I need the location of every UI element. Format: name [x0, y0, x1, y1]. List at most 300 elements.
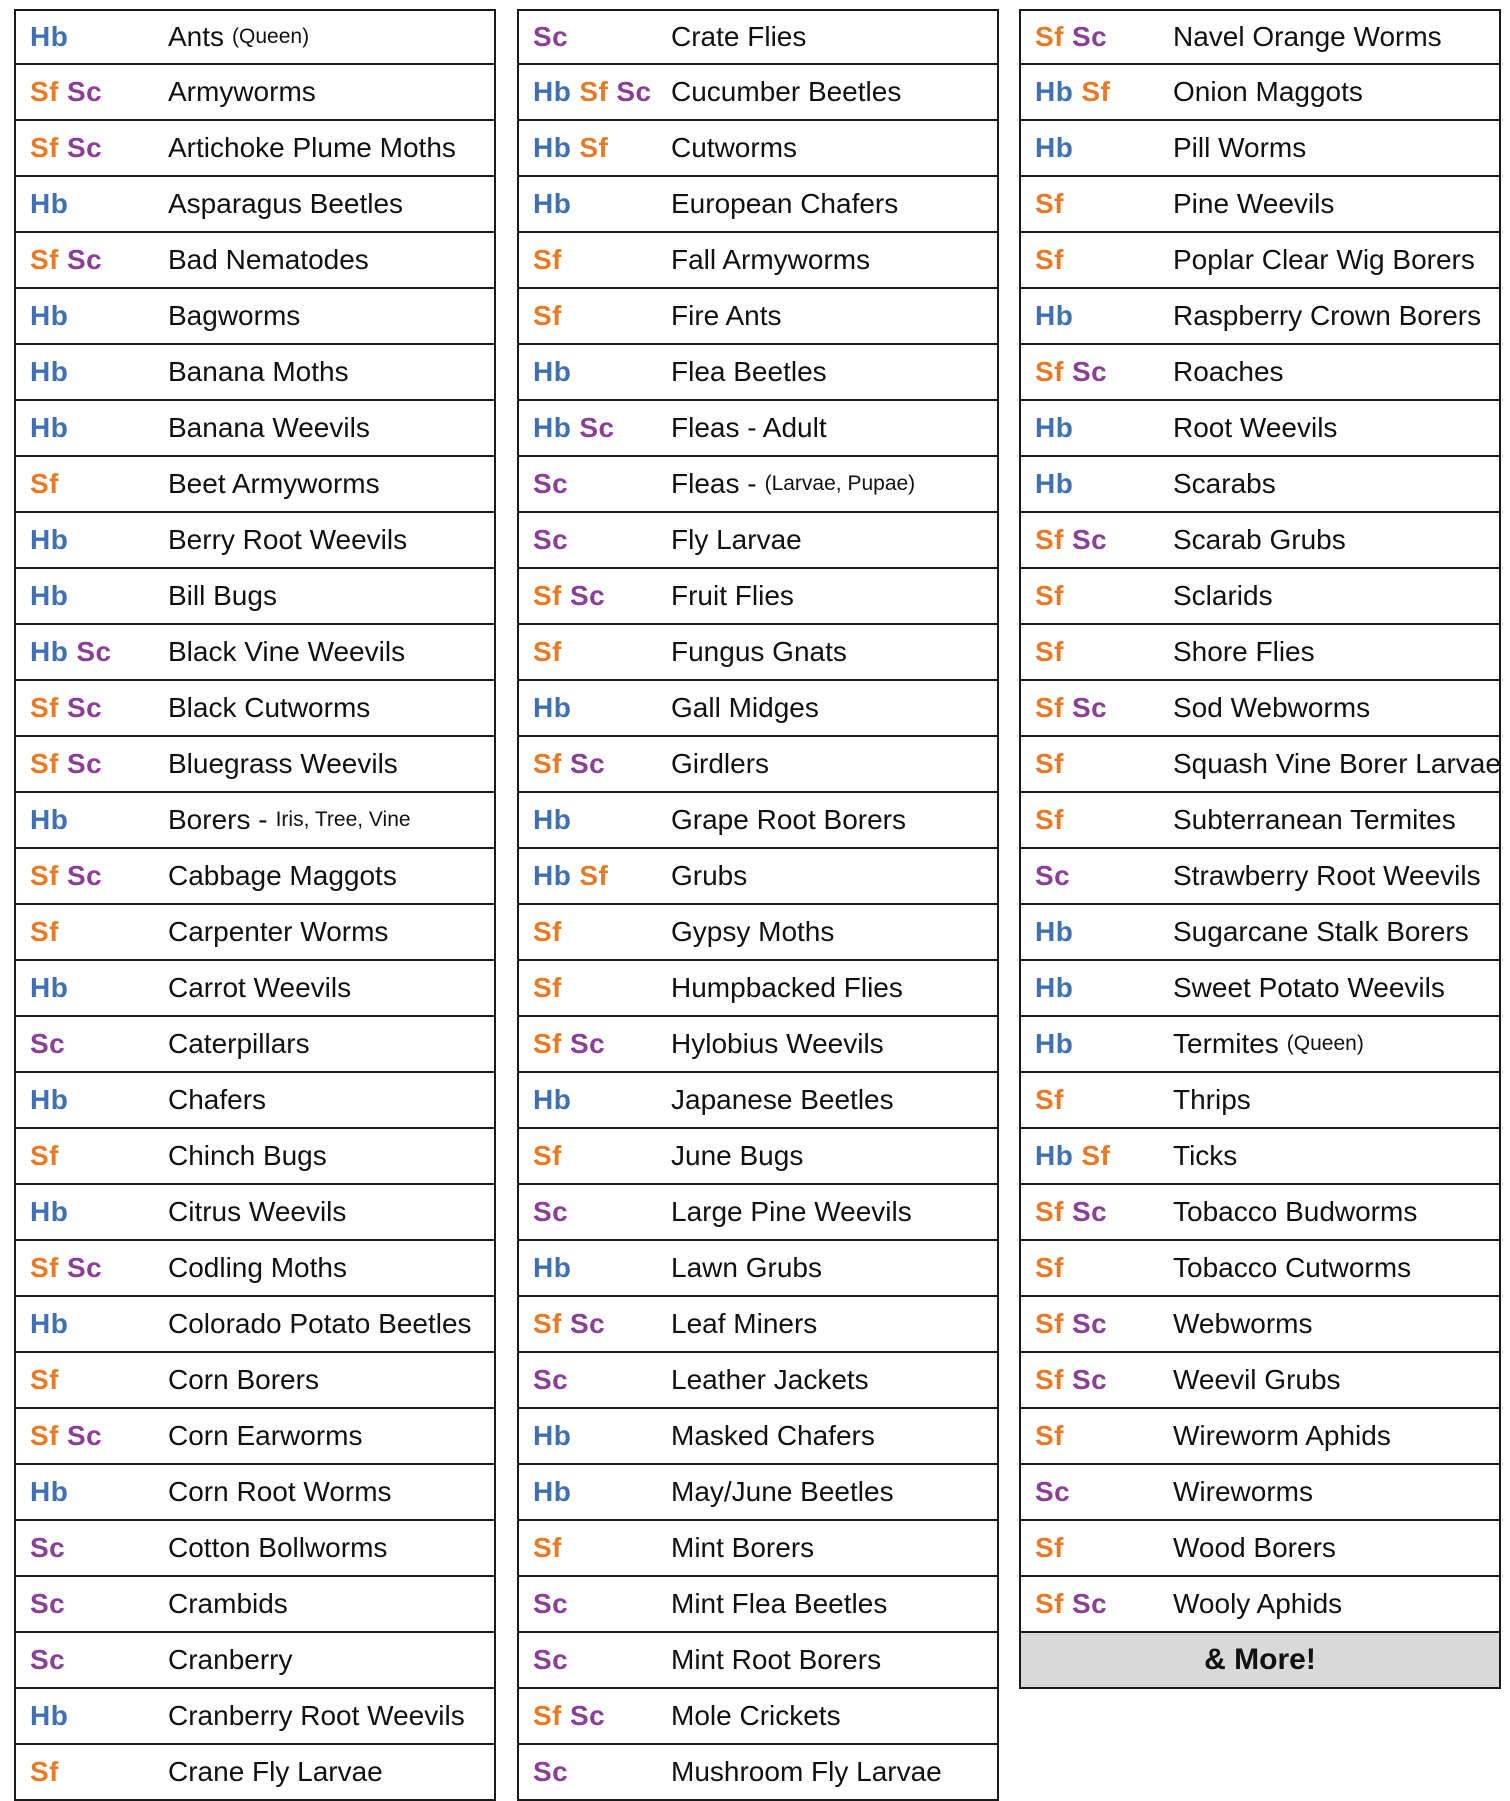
- nematode-codes: [519, 1756, 671, 1788]
- nematode-codes: [1021, 1252, 1173, 1284]
- table-row: [1019, 1521, 1501, 1577]
- pest-name: Hylobius Weevils: [671, 1028, 884, 1059]
- nematode-codes: [1021, 412, 1173, 444]
- nematode-code: Hb: [533, 860, 572, 891]
- nematode-codes: [519, 1476, 671, 1508]
- nematode-code: Sf: [30, 76, 59, 107]
- nematode-codes: [519, 1588, 671, 1620]
- nematode-code: Sf: [579, 860, 609, 891]
- nematode-code: Hb: [1035, 916, 1074, 947]
- nematode-codes: [519, 76, 671, 108]
- table-row: [1019, 737, 1501, 793]
- nematode-code: Sf: [1035, 1532, 1064, 1563]
- nematode-code: Sc: [533, 1196, 569, 1227]
- table-row: [517, 681, 999, 737]
- nematode-code: Hb: [1035, 132, 1074, 163]
- table-row: [1019, 793, 1501, 849]
- table-row: [14, 1185, 496, 1241]
- nematode-codes: [1021, 860, 1173, 892]
- pest-name: Chinch Bugs: [168, 1140, 327, 1171]
- pest-name: Japanese Beetles: [671, 1084, 894, 1115]
- table-row: [1019, 1353, 1501, 1409]
- pest-name: Thrips: [1173, 1084, 1251, 1115]
- nematode-code: Sf: [533, 1308, 562, 1339]
- nematode-codes: [16, 132, 168, 164]
- nematode-codes: [16, 972, 168, 1004]
- table-row: [517, 1577, 999, 1633]
- pest-name: Berry Root Weevils: [168, 524, 408, 555]
- nematode-code: Sf: [1035, 1196, 1064, 1227]
- table-row: [14, 849, 496, 905]
- nematode-codes: [1021, 21, 1173, 53]
- nematode-codes: [1021, 524, 1173, 556]
- pest-name: Chafers: [168, 1084, 267, 1115]
- pest-name: Humpbacked Flies: [671, 972, 903, 1003]
- pest-name: May/June Beetles: [671, 1476, 894, 1507]
- table-row: [14, 625, 496, 681]
- nematode-codes: [16, 1308, 168, 1340]
- nematode-code: Sf: [1035, 1084, 1064, 1115]
- nematode-code: Sc: [30, 1644, 66, 1675]
- table-row: [14, 1465, 496, 1521]
- nematode-code: Sf: [1081, 1140, 1111, 1171]
- nematode-code: Hb: [533, 692, 572, 723]
- table-row: [517, 65, 999, 121]
- nematode-codes: [519, 1140, 671, 1172]
- nematode-code: Hb: [1035, 972, 1074, 1003]
- table-row: [517, 1073, 999, 1129]
- pest-name: Carrot Weevils: [168, 972, 352, 1003]
- nematode-code: Sc: [67, 244, 103, 275]
- nematode-code: Sf: [579, 76, 609, 107]
- table-row: [14, 401, 496, 457]
- pest-name: Flea Beetles: [671, 356, 827, 387]
- table-row: [1019, 9, 1501, 65]
- nematode-codes: [519, 412, 671, 444]
- table-row: [14, 457, 496, 513]
- table-row: [14, 233, 496, 289]
- nematode-code: Sf: [533, 580, 562, 611]
- table-row: [14, 121, 496, 177]
- nematode-code: Hb: [30, 356, 69, 387]
- nematode-codes: [519, 524, 671, 556]
- nematode-codes: [16, 1756, 168, 1788]
- nematode-code: Sc: [570, 748, 606, 779]
- nematode-codes: [1021, 76, 1173, 108]
- nematode-codes: [519, 244, 671, 276]
- table-row: [14, 1577, 496, 1633]
- pest-name: Leaf Miners: [671, 1308, 818, 1339]
- table-row: [517, 905, 999, 961]
- pest-name: Fleas -: [671, 468, 757, 499]
- table-row: [14, 513, 496, 569]
- pest-name: Carpenter Worms: [168, 916, 389, 947]
- nematode-code: Sc: [1072, 1308, 1108, 1339]
- nematode-codes: [1021, 1532, 1173, 1564]
- pest-name: Fly Larvae: [671, 524, 802, 555]
- nematode-code: Sc: [570, 1028, 606, 1059]
- nematode-code: Sc: [570, 1700, 606, 1731]
- nematode-code: Sf: [1035, 1420, 1064, 1451]
- nematode-code: Sc: [570, 580, 606, 611]
- table-row: [1019, 961, 1501, 1017]
- nematode-code: Sc: [67, 132, 103, 163]
- nematode-codes: [16, 1140, 168, 1172]
- nematode-codes: [1021, 580, 1173, 612]
- table-row: [517, 401, 999, 457]
- pest-name: Gall Midges: [671, 692, 819, 723]
- nematode-code: Sc: [67, 692, 103, 723]
- nematode-code: Hb: [30, 1196, 69, 1227]
- table-row: [14, 1297, 496, 1353]
- pest-name: Cucumber Beetles: [671, 76, 902, 107]
- nematode-code: Sf: [1035, 1252, 1064, 1283]
- nematode-code: Sf: [30, 916, 59, 947]
- nematode-code: Sf: [30, 132, 59, 163]
- table-row: [517, 1185, 999, 1241]
- pest-name: Poplar Clear Wig Borers: [1173, 244, 1475, 275]
- pest-name: Scarab Grubs: [1173, 524, 1346, 555]
- nematode-code: Sf: [579, 132, 609, 163]
- pest-name: Fall Armyworms: [671, 244, 871, 275]
- table-row: [517, 737, 999, 793]
- table-row: [517, 121, 999, 177]
- nematode-code: Sc: [1072, 1588, 1108, 1619]
- table-row: [517, 849, 999, 905]
- nematode-codes: [519, 1532, 671, 1564]
- nematode-codes: [16, 748, 168, 780]
- nematode-codes: [1021, 1028, 1173, 1060]
- pest-name: Fleas - Adult: [671, 412, 827, 443]
- table-row: [14, 737, 496, 793]
- nematode-code: Sc: [1072, 356, 1108, 387]
- nematode-code: Sc: [533, 1644, 569, 1675]
- table-row: [1019, 849, 1501, 905]
- table-row: [517, 177, 999, 233]
- nematode-codes: [519, 636, 671, 668]
- table-row: [14, 905, 496, 961]
- nematode-codes: [519, 916, 671, 948]
- table-row: [14, 1129, 496, 1185]
- table-row: [517, 793, 999, 849]
- pest-name: Leather Jackets: [671, 1364, 869, 1395]
- nematode-codes: [16, 188, 168, 220]
- nematode-code: Sc: [533, 1756, 569, 1787]
- pest-name: Grape Root Borers: [671, 804, 906, 835]
- nematode-codes: [16, 860, 168, 892]
- table-row: [517, 1353, 999, 1409]
- table-row: [517, 1689, 999, 1745]
- table-row: [517, 1241, 999, 1297]
- nematode-codes: [16, 1700, 168, 1732]
- nematode-code: Sf: [533, 300, 562, 331]
- nematode-code: Hb: [30, 1700, 69, 1731]
- table-row: [1019, 289, 1501, 345]
- pest-name: Corn Root Worms: [168, 1476, 392, 1507]
- nematode-code: Sf: [30, 692, 59, 723]
- table-row: [1019, 681, 1501, 737]
- nematode-codes: [16, 1252, 168, 1284]
- nematode-code: Sc: [1072, 21, 1108, 52]
- nematode-code: Sf: [533, 1532, 562, 1563]
- nematode-code: Sf: [1035, 188, 1064, 219]
- table-row: [14, 569, 496, 625]
- nematode-code: Sc: [67, 76, 103, 107]
- nematode-codes: [16, 1196, 168, 1228]
- table-row: [14, 681, 496, 737]
- table-row: [517, 961, 999, 1017]
- table-row: [517, 1465, 999, 1521]
- nematode-codes: [1021, 972, 1173, 1004]
- nematode-code: Sf: [30, 1252, 59, 1283]
- nematode-code: Sc: [67, 1420, 103, 1451]
- pest-name: Colorado Potato Beetles: [168, 1308, 472, 1339]
- nematode-code: Hb: [533, 1476, 572, 1507]
- nematode-code: Sf: [533, 1700, 562, 1731]
- pest-column-1: [14, 9, 496, 1801]
- pest-name: Cotton Bollworms: [168, 1532, 388, 1563]
- table-row: [14, 1353, 496, 1409]
- nematode-code: Sf: [533, 972, 562, 1003]
- pest-name: Crane Fly Larvae: [168, 1756, 383, 1787]
- table-row: [1019, 1409, 1501, 1465]
- nematode-codes: [16, 1364, 168, 1396]
- table-row: [1019, 121, 1501, 177]
- pest-name: Black Vine Weevils: [168, 636, 406, 667]
- nematode-code: Sc: [533, 21, 569, 52]
- pest-name: Bill Bugs: [168, 580, 277, 611]
- nematode-code: Hb: [533, 188, 572, 219]
- nematode-codes: [519, 972, 671, 1004]
- nematode-code: Sf: [533, 748, 562, 779]
- table-row: [517, 289, 999, 345]
- pest-name: Raspberry Crown Borers: [1173, 300, 1482, 331]
- table-row: [517, 1129, 999, 1185]
- nematode-codes: [519, 1644, 671, 1676]
- nematode-code: Hb: [30, 972, 69, 1003]
- pest-name: Roaches: [1173, 356, 1284, 387]
- nematode-code: Sc: [533, 1364, 569, 1395]
- nematode-code: Hb: [533, 1252, 572, 1283]
- pest-name: Webworms: [1173, 1308, 1313, 1339]
- nematode-codes: [519, 468, 671, 500]
- nematode-code: Hb: [533, 132, 572, 163]
- nematode-codes: [1021, 636, 1173, 668]
- table-row: [1019, 1577, 1501, 1633]
- nematode-code: Sc: [1072, 524, 1108, 555]
- table-row: [1019, 569, 1501, 625]
- pest-name: Navel Orange Worms: [1173, 21, 1442, 52]
- nematode-codes: [1021, 468, 1173, 500]
- pest-name: Bluegrass Weevils: [168, 748, 398, 779]
- table-row: [1019, 1185, 1501, 1241]
- nematode-codes: [16, 412, 168, 444]
- pest-name: Girdlers: [671, 748, 770, 779]
- nematode-codes: [16, 1084, 168, 1116]
- nematode-code: Hb: [1035, 1028, 1074, 1059]
- nematode-code: Sc: [570, 1308, 606, 1339]
- pest-name: Termites: [1173, 1028, 1279, 1059]
- pest-name: Scarabs: [1173, 468, 1276, 499]
- nematode-codes: [1021, 300, 1173, 332]
- nematode-code: Sc: [67, 1252, 103, 1283]
- pest-column-2: [517, 9, 999, 1801]
- table-row: [1019, 177, 1501, 233]
- pest-name: Codling Moths: [168, 1252, 347, 1283]
- pest-name: Sod Webworms: [1173, 692, 1371, 723]
- table-row: [1019, 1465, 1501, 1521]
- pest-name: Subterranean Termites: [1173, 804, 1456, 835]
- pest-name: Weevil Grubs: [1173, 1364, 1341, 1395]
- nematode-code: Sf: [1035, 524, 1064, 555]
- table-row: [1019, 1017, 1501, 1073]
- pest-name: Fire Ants: [671, 300, 782, 331]
- pest-name: Cutworms: [671, 132, 798, 163]
- table-row: [517, 1297, 999, 1353]
- table-row: [14, 1745, 496, 1801]
- pest-name: Cranberry Root Weevils: [168, 1700, 465, 1731]
- nematode-codes: [16, 1476, 168, 1508]
- nematode-codes: [16, 692, 168, 724]
- nematode-code: Sc: [30, 1588, 66, 1619]
- nematode-code: Sf: [30, 1756, 59, 1787]
- pest-name: Black Cutworms: [168, 692, 371, 723]
- pest-note: (Queen): [232, 25, 310, 48]
- pest-name: Sweet Potato Weevils: [1173, 972, 1445, 1003]
- table-row: [14, 65, 496, 121]
- table-row: [14, 1073, 496, 1129]
- nematode-code: Sf: [30, 1420, 59, 1451]
- table-row: [517, 513, 999, 569]
- nematode-code: Sf: [1035, 21, 1064, 52]
- table-row: [1019, 1241, 1501, 1297]
- nematode-codes: [16, 300, 168, 332]
- nematode-codes: [1021, 1588, 1173, 1620]
- nematode-code: Sf: [533, 916, 562, 947]
- nematode-code: Sf: [1035, 636, 1064, 667]
- nematode-code: Hb: [533, 412, 572, 443]
- table-row: [1019, 625, 1501, 681]
- nematode-code: Sc: [30, 1028, 66, 1059]
- nematode-codes: [1021, 1196, 1173, 1228]
- nematode-code: Sf: [30, 1364, 59, 1395]
- table-row: [1019, 345, 1501, 401]
- pest-name: Wood Borers: [1173, 1532, 1336, 1563]
- nematode-codes: [16, 468, 168, 500]
- nematode-codes: [519, 188, 671, 220]
- pest-name: Corn Borers: [168, 1364, 319, 1395]
- pest-name: Cabbage Maggots: [168, 860, 397, 891]
- nematode-codes: [16, 916, 168, 948]
- pest-name: Cranberry: [168, 1644, 293, 1675]
- pest-name: Mole Crickets: [671, 1700, 841, 1731]
- nematode-code: Sf: [1035, 692, 1064, 723]
- nematode-codes: [1021, 132, 1173, 164]
- pest-name: Gypsy Moths: [671, 916, 835, 947]
- nematode-codes: [519, 1308, 671, 1340]
- nematode-codes: [519, 692, 671, 724]
- table-row: [14, 793, 496, 849]
- table-row: [14, 177, 496, 233]
- nematode-code: Sf: [1081, 76, 1111, 107]
- nematode-codes: [1021, 1420, 1173, 1452]
- table-row: [517, 9, 999, 65]
- pest-name: Grubs: [671, 860, 748, 891]
- table-row: [517, 457, 999, 513]
- pest-name: Squash Vine Borer Larvae: [1173, 748, 1501, 779]
- nematode-codes: [519, 748, 671, 780]
- nematode-codes: [519, 1196, 671, 1228]
- table-row: [14, 1633, 496, 1689]
- pest-name: Asparagus Beetles: [168, 188, 404, 219]
- table-row: [1019, 513, 1501, 569]
- table-row: [517, 1521, 999, 1577]
- nematode-codes: [1021, 244, 1173, 276]
- nematode-code: Hb: [30, 1476, 69, 1507]
- pest-name: Wireworm Aphids: [1173, 1420, 1391, 1451]
- table-row: [14, 1521, 496, 1577]
- pest-name: Onion Maggots: [1173, 76, 1363, 107]
- nematode-code: Hb: [533, 356, 572, 387]
- nematode-codes: [519, 1364, 671, 1396]
- nematode-code: Sc: [1035, 1476, 1071, 1507]
- nematode-code: Sf: [1035, 356, 1064, 387]
- nematode-codes: [1021, 748, 1173, 780]
- nematode-code: Sf: [30, 748, 59, 779]
- pest-name: Sclarids: [1173, 580, 1273, 611]
- pest-name: Banana Moths: [168, 356, 349, 387]
- pest-name: Tobacco Budworms: [1173, 1196, 1418, 1227]
- pest-name: Fruit Flies: [671, 580, 794, 611]
- pest-name: Pill Worms: [1173, 132, 1307, 163]
- table-row: [14, 1017, 496, 1073]
- nematode-code: Hb: [1035, 300, 1074, 331]
- nematode-code: Sf: [30, 244, 59, 275]
- nematode-code: Hb: [1035, 1140, 1074, 1171]
- table-row: [517, 233, 999, 289]
- pest-name: Ants: [168, 21, 225, 52]
- nematode-code: Sc: [616, 76, 652, 107]
- pest-name: Lawn Grubs: [671, 1252, 822, 1283]
- nematode-codes: [16, 1028, 168, 1060]
- nematode-codes: [16, 356, 168, 388]
- nematode-code: Sf: [30, 860, 59, 891]
- table-row: [517, 1745, 999, 1801]
- pest-name: Wooly Aphids: [1173, 1588, 1343, 1619]
- nematode-code: Sc: [30, 1532, 66, 1563]
- nematode-code: Sf: [533, 1140, 562, 1171]
- table-row: [14, 345, 496, 401]
- pest-name: Shore Flies: [1173, 636, 1315, 667]
- nematode-code: Hb: [30, 21, 69, 52]
- nematode-code: Sc: [533, 468, 569, 499]
- nematode-code: Sf: [533, 636, 562, 667]
- pest-note: (Larvae, Pupae): [764, 472, 916, 495]
- nematode-code: Hb: [30, 804, 69, 835]
- more-row: [1019, 1633, 1501, 1689]
- nematode-codes: [519, 1700, 671, 1732]
- nematode-codes: [16, 636, 168, 668]
- nematode-codes: [16, 1532, 168, 1564]
- nematode-code: Sf: [533, 244, 562, 275]
- nematode-codes: [1021, 804, 1173, 836]
- pest-note: (Queen): [1286, 1032, 1364, 1055]
- pest-name: Strawberry Root Weevils: [1173, 860, 1481, 891]
- nematode-codes: [16, 1588, 168, 1620]
- nematode-code: Sf: [1035, 1308, 1064, 1339]
- nematode-code: Hb: [533, 804, 572, 835]
- nematode-codes: [16, 524, 168, 556]
